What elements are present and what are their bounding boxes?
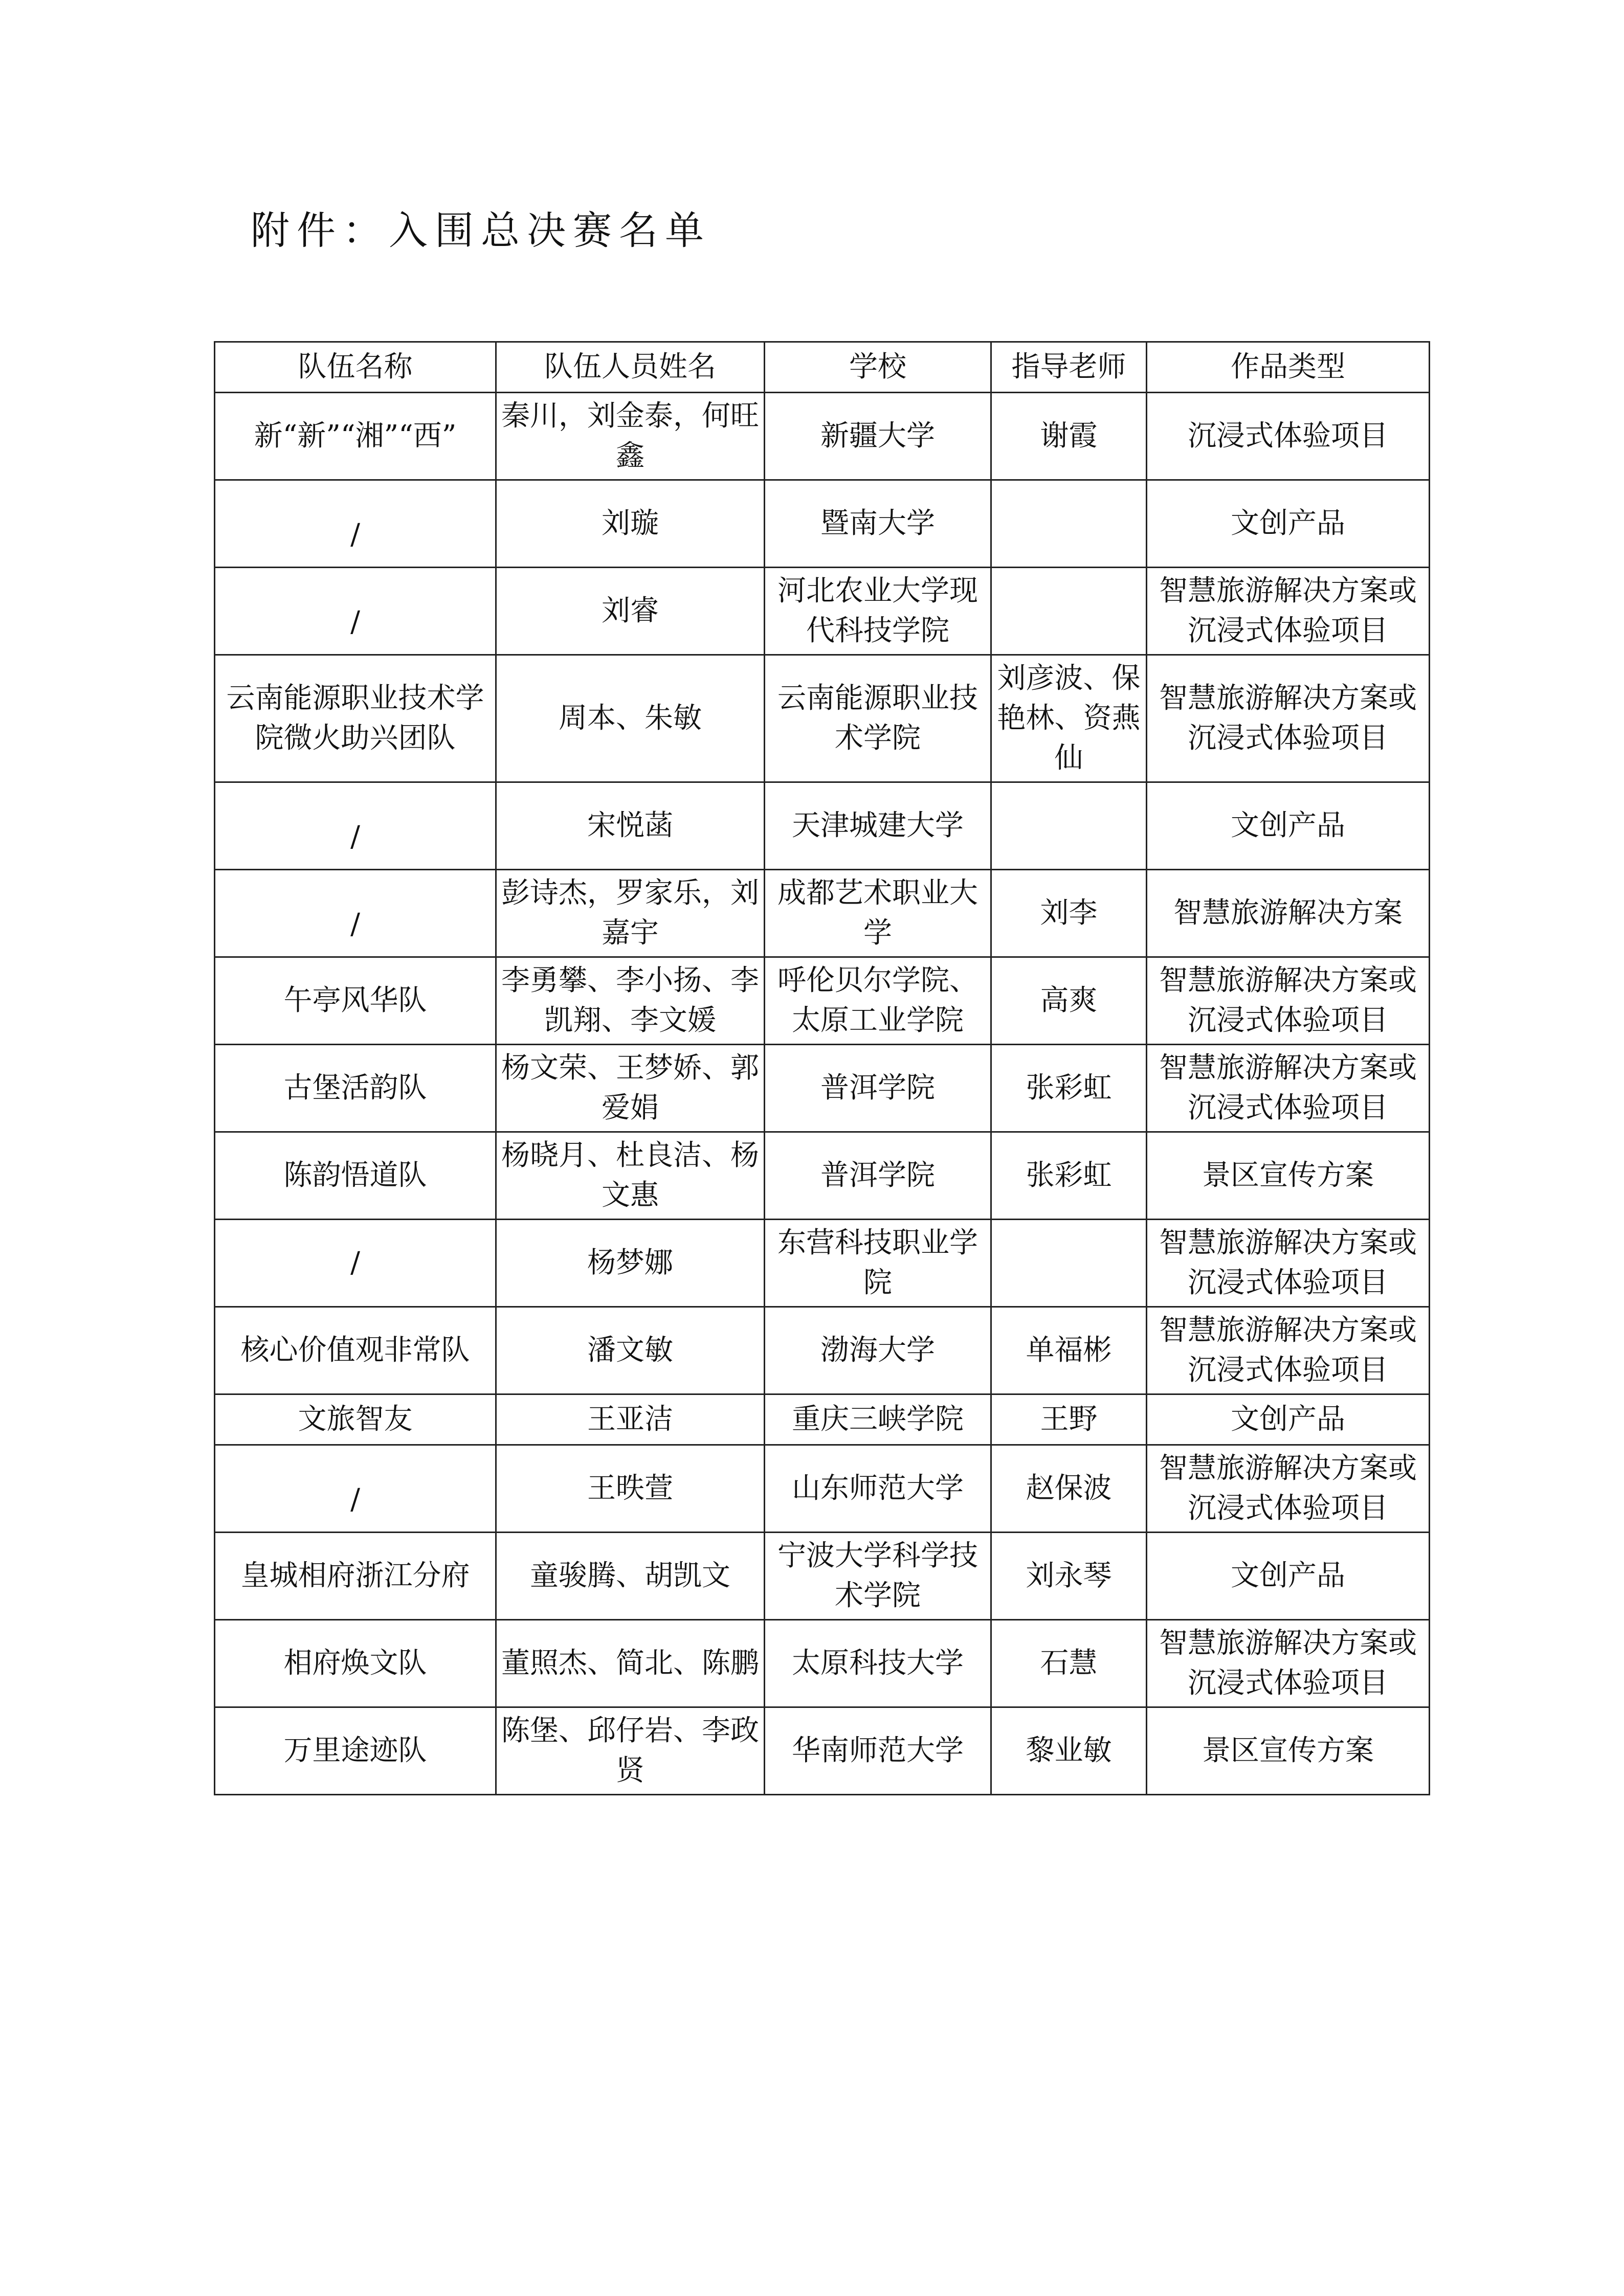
header-school: 学校 (765, 342, 991, 393)
cell-team: / (215, 1220, 496, 1307)
cell-members: 刘璇 (496, 480, 765, 568)
cell-school: 渤海大学 (765, 1307, 991, 1394)
cell-type: 景区宣传方案 (1147, 1132, 1430, 1220)
cell-members: 王亚洁 (496, 1394, 765, 1445)
cell-school: 普洱学院 (765, 1132, 991, 1220)
cell-school: 宁波大学科学技术学院 (765, 1533, 991, 1620)
table-row (215, 1307, 1430, 1394)
cell-members: 秦川，刘金泰，何旺鑫 (496, 393, 765, 480)
cell-type: 智慧旅游解决方案或沉浸式体验项目 (1147, 1620, 1430, 1707)
table-row (215, 480, 1430, 568)
cell-school: 重庆三峡学院 (765, 1394, 991, 1445)
table-row (215, 1620, 1430, 1707)
cell-school: 天津城建大学 (765, 782, 991, 870)
table-row (215, 1707, 1430, 1795)
cell-school: 呼伦贝尔学院、太原工业学院 (765, 957, 991, 1045)
cell-type: 文创产品 (1147, 1394, 1430, 1445)
cell-type: 智慧旅游解决方案或沉浸式体验项目 (1147, 957, 1430, 1045)
cell-school: 暨南大学 (765, 480, 991, 568)
cell-type: 智慧旅游解决方案或沉浸式体验项目 (1147, 568, 1430, 655)
cell-school: 普洱学院 (765, 1045, 991, 1132)
cell-team: 皇城相府浙江分府 (215, 1533, 496, 1620)
cell-members: 杨晓月、杜良洁、杨文惠 (496, 1132, 765, 1220)
table-row (215, 655, 1430, 782)
cell-type: 智慧旅游解决方案或沉浸式体验项目 (1147, 1045, 1430, 1132)
cell-members: 彭诗杰，罗家乐，刘嘉宇 (496, 870, 765, 957)
cell-members: 王昳萱 (496, 1445, 765, 1533)
cell-team: 云南能源职业技术学院微火助兴团队 (215, 655, 496, 782)
cell-members: 周本、朱敏 (496, 655, 765, 782)
cell-advisor: 谢霞 (991, 393, 1147, 480)
cell-advisor (991, 480, 1147, 568)
cell-type: 智慧旅游解决方案 (1147, 870, 1430, 957)
cell-members: 李勇攀、李小扬、李凯翔、李文媛 (496, 957, 765, 1045)
table-row (215, 957, 1430, 1045)
cell-team (215, 1445, 496, 1533)
table-row (215, 870, 1430, 957)
cell-members: 宋悦菡 (496, 782, 765, 870)
cell-school: 云南能源职业技术学院 (765, 655, 991, 782)
header-work-type: 作品类型 (1147, 342, 1430, 393)
cell-members: 童骏腾、胡凯文 (496, 1533, 765, 1620)
cell-advisor (991, 782, 1147, 870)
cell-school: 山东师范大学 (765, 1445, 991, 1533)
cell-team: 文旅智友 (215, 1394, 496, 1445)
cell-members: 董照杰、简北、陈鹏 (496, 1620, 765, 1707)
cell-advisor: 黎业敏 (991, 1707, 1147, 1795)
cell-advisor: 石慧 (991, 1620, 1147, 1707)
cell-type: 智慧旅游解决方案或沉浸式体验项目 (1147, 655, 1430, 782)
cell-advisor: 张彩虹 (991, 1045, 1147, 1132)
cell-team: 万里途迹队 (215, 1707, 496, 1795)
cell-school: 河北农业大学现代科技学院 (765, 568, 991, 655)
cell-type: 智慧旅游解决方案或沉浸式体验项目 (1147, 1307, 1430, 1394)
table-row (215, 1394, 1430, 1445)
table-row (215, 1045, 1430, 1132)
cell-advisor: 刘永琴 (991, 1533, 1147, 1620)
cell-school: 东营科技职业学院 (765, 1220, 991, 1307)
table-header-row (215, 342, 1430, 393)
cell-team: 古堡活韵队 (215, 1045, 496, 1132)
cell-advisor: 刘李 (991, 870, 1147, 957)
cell-team-slash: / (350, 908, 360, 941)
table-row (215, 1533, 1430, 1620)
cell-team: 相府焕文队 (215, 1620, 496, 1707)
table-row (215, 393, 1430, 480)
page-title: 附件：入围总决赛名单 (251, 208, 711, 253)
table-row (215, 1132, 1430, 1220)
cell-advisor (991, 568, 1147, 655)
cell-members: 杨梦娜 (496, 1220, 765, 1307)
cell-type: 智慧旅游解决方案或沉浸式体验项目 (1147, 1220, 1430, 1307)
cell-team-slash: / (350, 1483, 360, 1516)
cell-advisor: 张彩虹 (991, 1132, 1147, 1220)
cell-school: 新疆大学 (765, 393, 991, 480)
cell-team: 陈韵悟道队 (215, 1132, 496, 1220)
cell-type: 景区宣传方案 (1147, 1707, 1430, 1795)
cell-members: 刘睿 (496, 568, 765, 655)
table-row (215, 1445, 1430, 1533)
cell-team-slash: / (350, 518, 360, 551)
cell-team (215, 568, 496, 655)
cell-type: 文创产品 (1147, 782, 1430, 870)
cell-members: 陈堡、邱仔岩、李政贤 (496, 1707, 765, 1795)
cell-school: 华南师范大学 (765, 1707, 991, 1795)
cell-advisor: 王野 (991, 1394, 1147, 1445)
cell-type: 文创产品 (1147, 1533, 1430, 1620)
cell-advisor: 刘彦波、保艳林、资燕仙 (991, 655, 1147, 782)
finalist-table (214, 341, 1430, 1795)
cell-advisor: 单福彬 (991, 1307, 1147, 1394)
cell-advisor: 高爽 (991, 957, 1147, 1045)
cell-advisor: 赵保波 (991, 1445, 1147, 1533)
cell-school: 成都艺术职业大学 (765, 870, 991, 957)
cell-team (215, 480, 496, 568)
header-advisor: 指导老师 (991, 342, 1147, 393)
cell-type: 智慧旅游解决方案或沉浸式体验项目 (1147, 1445, 1430, 1533)
header-members: 队伍人员姓名 (496, 342, 765, 393)
cell-team: 新“新”“湘”“西” (215, 393, 496, 480)
cell-team: 核心价值观非常队 (215, 1307, 496, 1394)
cell-team-slash: / (350, 820, 360, 853)
cell-type: 文创产品 (1147, 480, 1430, 568)
cell-team (215, 782, 496, 870)
cell-members: 潘文敏 (496, 1307, 765, 1394)
cell-type: 沉浸式体验项目 (1147, 393, 1430, 480)
header-team-name: 队伍名称 (215, 342, 496, 393)
cell-team: 午亭风华队 (215, 957, 496, 1045)
cell-team (215, 870, 496, 957)
cell-members: 杨文荣、王梦娇、郭爱娟 (496, 1045, 765, 1132)
cell-team-slash: / (350, 605, 360, 639)
cell-advisor (991, 1220, 1147, 1307)
table-row (215, 1220, 1430, 1307)
table-row (215, 568, 1430, 655)
cell-school: 太原科技大学 (765, 1620, 991, 1707)
table-row (215, 782, 1430, 870)
